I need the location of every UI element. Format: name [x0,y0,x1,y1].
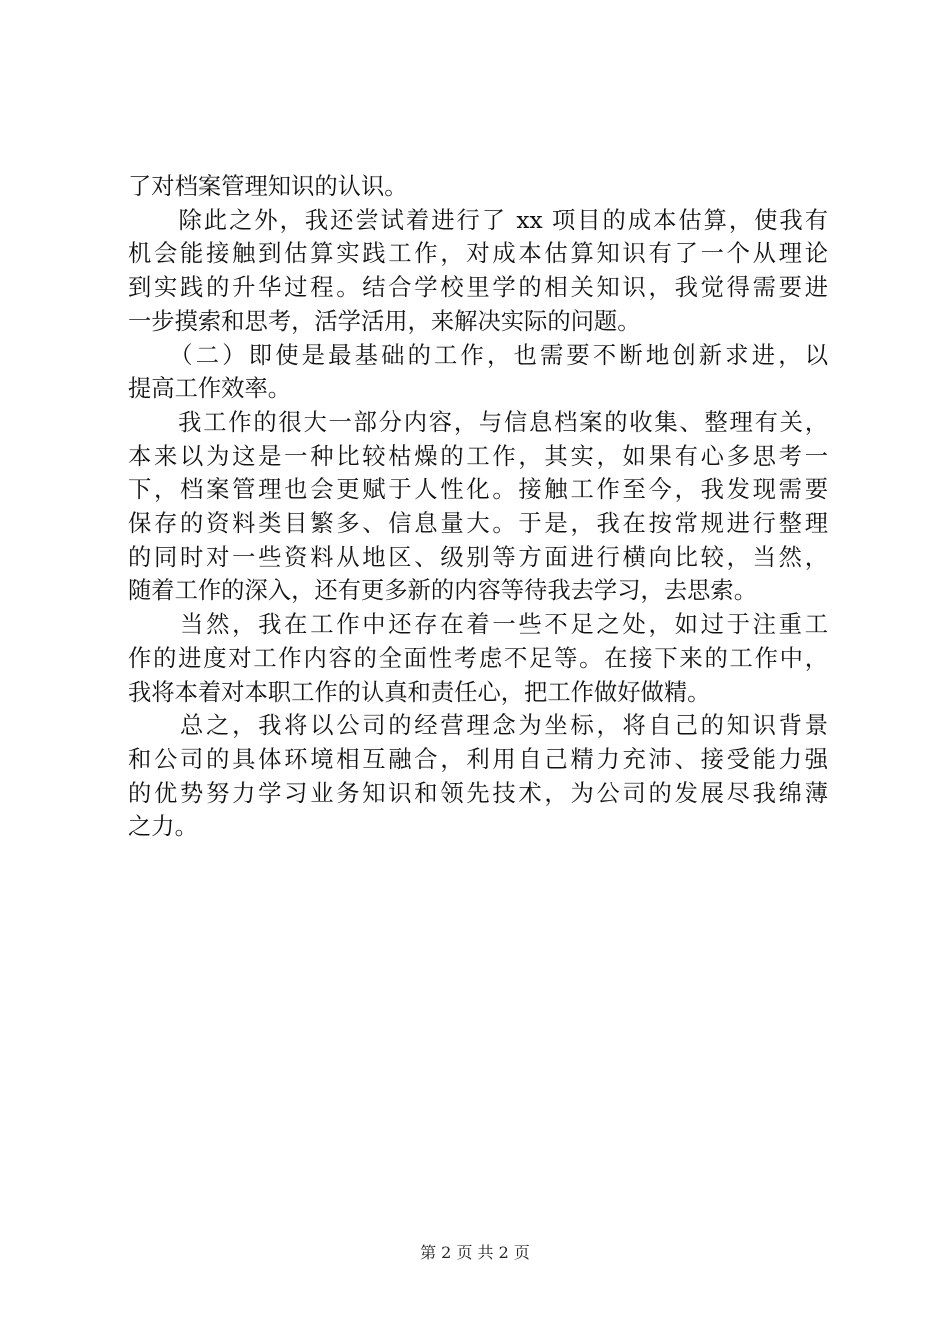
text-line: 本来以为这是一种比较枯燥的工作，其实，如果有心多思考一 [128,442,828,470]
text-line: 我将本着对本职工作的认真和责任心，把工作做好做精。 [128,678,711,706]
text-line: 一步摸索和思考，活学活用，来解决实际的问题。 [128,307,641,335]
paragraph [128,170,828,204]
text-line: 和公司的具体环境相互融合，利用自己精力充沛、接受能力强 [128,745,828,773]
text-line: 当然，我在工作中还存在着一些不足之处，如过于注重工 [128,611,828,639]
text-line: 的同时对一些资料从地区、级别等方面进行横向比较，当然， [128,543,828,571]
text-line: 我工作的很大一部分内容，与信息档案的收集、整理有关， [128,408,828,436]
paragraph [128,709,828,844]
text-line: 到实践的升华过程。结合学校里学的相关知识，我觉得需要进 [128,274,828,302]
text-line: 下，档案管理也会更赋于人性化。接触工作至今，我发现需要 [128,476,828,504]
text-line: 总之，我将以公司的经营理念为坐标，将自己的知识背景 [128,712,828,740]
text-line: 作的进度对工作内容的全面性考虑不足等。在接下来的工作中， [128,644,828,672]
paragraph [128,204,828,339]
text-line: 保存的资料类目繁多、信息量大。于是，我在按常规进行整理 [128,510,828,538]
text-line: 提高工作效率。 [128,375,292,403]
paragraph [128,339,828,406]
document-body [128,170,828,844]
text-line: 除此之外，我还尝试着进行了 xx 项目的成本估算，使我有 [128,206,828,234]
text-line: 机会能接触到估算实践工作，对成本估算知识有了一个从理论 [128,240,828,268]
text-line: 随着工作的深入，还有更多新的内容等待我去学习，去思索。 [128,577,758,605]
paragraph [128,608,828,709]
text-line: （二）即使是最基础的工作，也需要不断地创新求进，以 [128,341,828,369]
page-number-footer: 第 2 页 共 2 页 [420,1243,530,1262]
text-line: 的优势努力学习业务知识和领先技术，为公司的发展尽我绵薄 [128,779,828,807]
paragraph [128,406,828,608]
text-line: 了对档案管理知识的认识。 [128,173,408,200]
text-line: 之力。 [128,813,198,841]
